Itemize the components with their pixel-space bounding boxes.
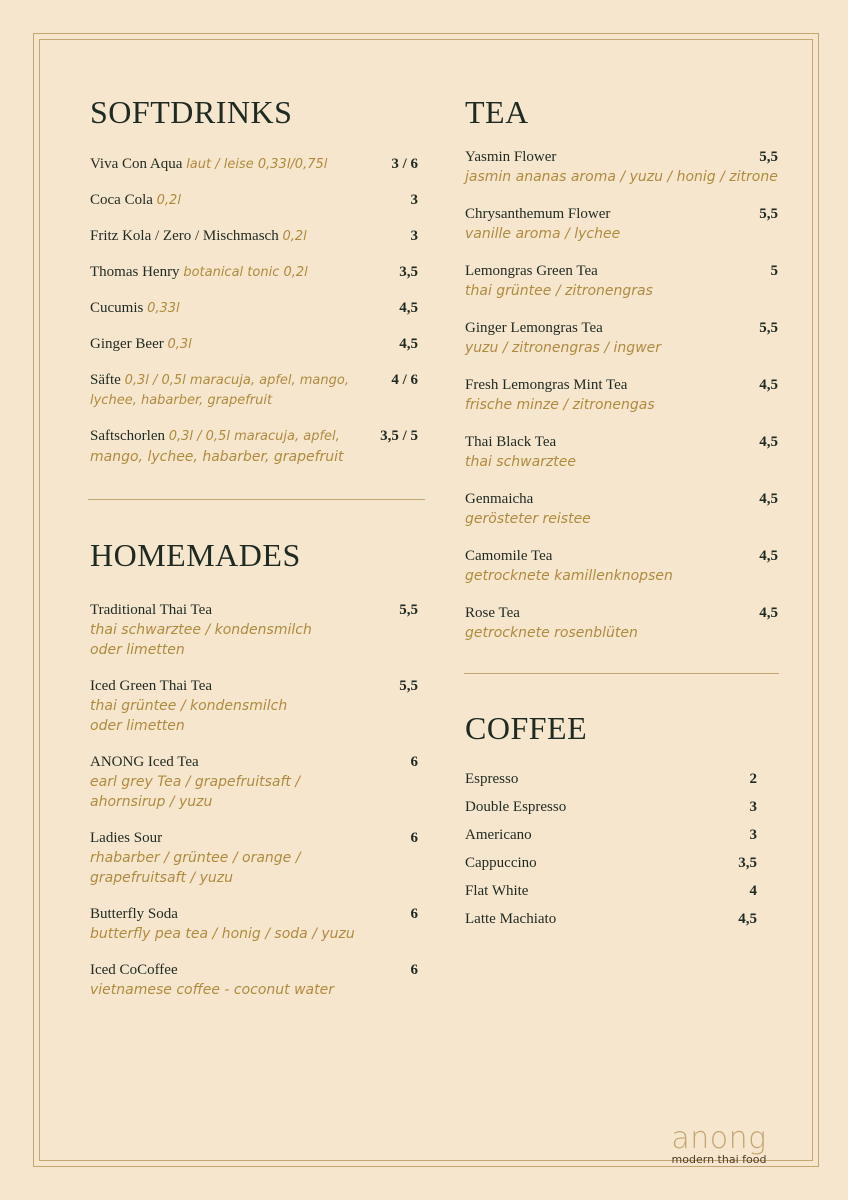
menu-item (90, 190, 422, 211)
menu-item (90, 262, 422, 283)
item-name: Traditional Thai Tea (90, 602, 212, 618)
menu-item (90, 752, 422, 812)
softdrinks-list (90, 154, 422, 467)
item-description: gerösteter reistee (465, 511, 591, 527)
item-price: 6 (410, 962, 418, 978)
menu-item (465, 853, 757, 873)
menu-item (90, 370, 422, 411)
item-name: Americano (465, 827, 532, 843)
item-description: yuzu / zitronengras / ingwer (465, 340, 662, 356)
coffee-list (465, 769, 757, 929)
item-price: 3 (749, 799, 757, 815)
item-price: 5,5 (399, 602, 418, 618)
menu-item (90, 960, 422, 1000)
homemades-section (90, 535, 422, 1016)
item-description: thai grüntee / kondensmilch (90, 698, 288, 714)
left-column (90, 92, 422, 482)
item-name: Coca Cola (90, 192, 153, 208)
item-price: 4,5 (399, 336, 418, 352)
item-name: Genmaicha (465, 491, 534, 507)
item-description: vanille aroma / lychee (465, 226, 621, 242)
item-price: 4 (749, 883, 757, 899)
item-price: 2 (749, 771, 757, 787)
item-name: Yasmin Flower (465, 149, 557, 165)
menu-item (90, 154, 422, 175)
anong-logo (664, 1121, 774, 1166)
softdrinks-heading: SOFTDRINKS (90, 94, 293, 130)
item-description: 0,3l / 0,5l maracuja, apfel, mango, (124, 373, 349, 388)
item-description-continued: mango, lychee, habarber, grapefruit (90, 449, 344, 465)
item-name: Iced Green Thai Tea (90, 678, 213, 694)
item-price: 4,5 (759, 377, 778, 393)
menu-item (465, 489, 778, 529)
item-price: 4,5 (759, 434, 778, 450)
item-description: vietnamese coffee - coconut water (90, 982, 334, 998)
item-price: 4,5 (759, 605, 778, 621)
homemades-heading: HOMEMADES (90, 537, 301, 573)
item-name: Espresso (465, 771, 519, 787)
coffee-section (465, 708, 757, 937)
menu-item (465, 375, 778, 415)
menu-item (465, 881, 757, 901)
item-price: 4,5 (759, 491, 778, 507)
menu-item (465, 432, 778, 472)
item-price: 5,5 (399, 678, 418, 694)
menu-item (465, 909, 757, 929)
item-description: getrocknete kamillenknopsen (465, 568, 673, 584)
item-price: 6 (410, 906, 418, 922)
item-name: Lemongras Green Tea (465, 263, 598, 279)
menu-item (465, 797, 757, 817)
menu-item (90, 828, 422, 888)
item-name: Camomile Tea (465, 548, 553, 564)
item-description: getrocknete rosenblüten (465, 625, 638, 641)
item-price: 6 (410, 754, 418, 770)
item-name: Fresh Lemongras Mint Tea (465, 377, 628, 393)
right-column (465, 92, 778, 660)
item-name: Rose Tea (465, 605, 520, 621)
item-description: 0,3l / 0,5l maracuja, apfel, (168, 429, 340, 444)
menu-item (465, 204, 778, 244)
item-name: Ladies Sour (90, 830, 163, 846)
item-name: Thomas Henry (90, 264, 180, 280)
coffee-heading: COFFEE (465, 710, 588, 746)
menu-item (465, 147, 778, 187)
item-name: Iced CoCoffee (90, 962, 178, 978)
item-description: frische minze / zitronengas (465, 397, 655, 413)
left-divider (88, 499, 425, 500)
item-name: Latte Machiato (465, 911, 557, 927)
menu-item (465, 261, 778, 301)
item-description: earl grey Tea / grapefruitsaft / (90, 774, 301, 790)
item-name: ANONG Iced Tea (90, 754, 199, 770)
item-price: 5 (770, 263, 778, 279)
menu-item (90, 904, 422, 944)
tea-heading: TEA (465, 94, 529, 130)
homemades-list (90, 600, 422, 1000)
item-name: Cucumis (90, 300, 144, 316)
item-price: 3 / 6 (391, 156, 418, 172)
menu-item (465, 546, 778, 586)
item-description: 0,2l (282, 229, 307, 244)
item-name: Fritz Kola / Zero / Mischmasch (90, 228, 279, 244)
item-name: Viva Con Aqua (90, 156, 183, 172)
item-name: Butterfly Soda (90, 906, 178, 922)
logo-wordmark: anong (671, 1121, 767, 1156)
item-description-continued: oder limetten (90, 718, 185, 734)
item-name: Flat White (465, 883, 529, 899)
item-name: Ginger Beer (90, 336, 164, 352)
item-name: Cappuccino (465, 855, 537, 871)
item-description-continued: lychee, habarber, grapefruit (90, 393, 273, 408)
item-description: laut / leise 0,33l/0,75l (186, 157, 328, 172)
item-description-continued: ahornsirup / yuzu (90, 794, 213, 810)
item-description: 0,33l (147, 301, 180, 316)
menu-item (465, 825, 757, 845)
item-price: 4 / 6 (391, 372, 418, 388)
item-description: thai schwarztee / kondensmilch (90, 622, 312, 638)
item-name: Säfte (90, 372, 121, 388)
item-price: 3 (410, 228, 418, 244)
menu-item (465, 603, 778, 643)
menu-item (465, 318, 778, 358)
item-price: 5,5 (759, 320, 778, 336)
right-divider (464, 673, 779, 674)
item-price: 3 (749, 827, 757, 843)
item-description: 0,2l (156, 193, 181, 208)
item-price: 5,5 (759, 206, 778, 222)
menu-item (465, 769, 757, 789)
item-description: thai schwarztee (465, 454, 576, 470)
item-name: Ginger Lemongras Tea (465, 320, 603, 336)
item-price: 5,5 (759, 149, 778, 165)
item-name: Chrysanthemum Flower (465, 206, 611, 222)
menu-item (90, 226, 422, 247)
item-description: jasmin ananas aroma / yuzu / honig / zitrone (465, 169, 778, 185)
logo-tagline: modern thai food (671, 1153, 767, 1166)
item-description: 0,3l (167, 337, 192, 352)
item-description: butterfly pea tea / honig / soda / yuzu (90, 926, 355, 942)
menu-item (90, 426, 422, 467)
menu-item (90, 676, 422, 736)
item-price: 6 (410, 830, 418, 846)
menu-item (90, 334, 422, 355)
item-description-continued: grapefruitsaft / yuzu (90, 870, 233, 886)
item-price: 3,5 (738, 855, 757, 871)
item-price: 3,5 (399, 264, 418, 280)
item-description: botanical tonic 0,2l (183, 265, 308, 280)
tea-list (465, 147, 778, 643)
item-name: Thai Black Tea (465, 434, 557, 450)
item-name: Double Espresso (465, 799, 567, 815)
menu-item (90, 298, 422, 319)
item-name: Saftschorlen (90, 428, 165, 444)
menu-item (90, 600, 422, 660)
item-price: 4,5 (759, 548, 778, 564)
item-price: 4,5 (399, 300, 418, 316)
item-price: 3 (410, 192, 418, 208)
item-price: 4,5 (738, 911, 757, 927)
item-description: rhabarber / grüntee / orange / (90, 850, 301, 866)
item-price: 3,5 / 5 (380, 428, 418, 444)
item-description-continued: oder limetten (90, 642, 185, 658)
item-description: thai grüntee / zitronengras (465, 283, 653, 299)
